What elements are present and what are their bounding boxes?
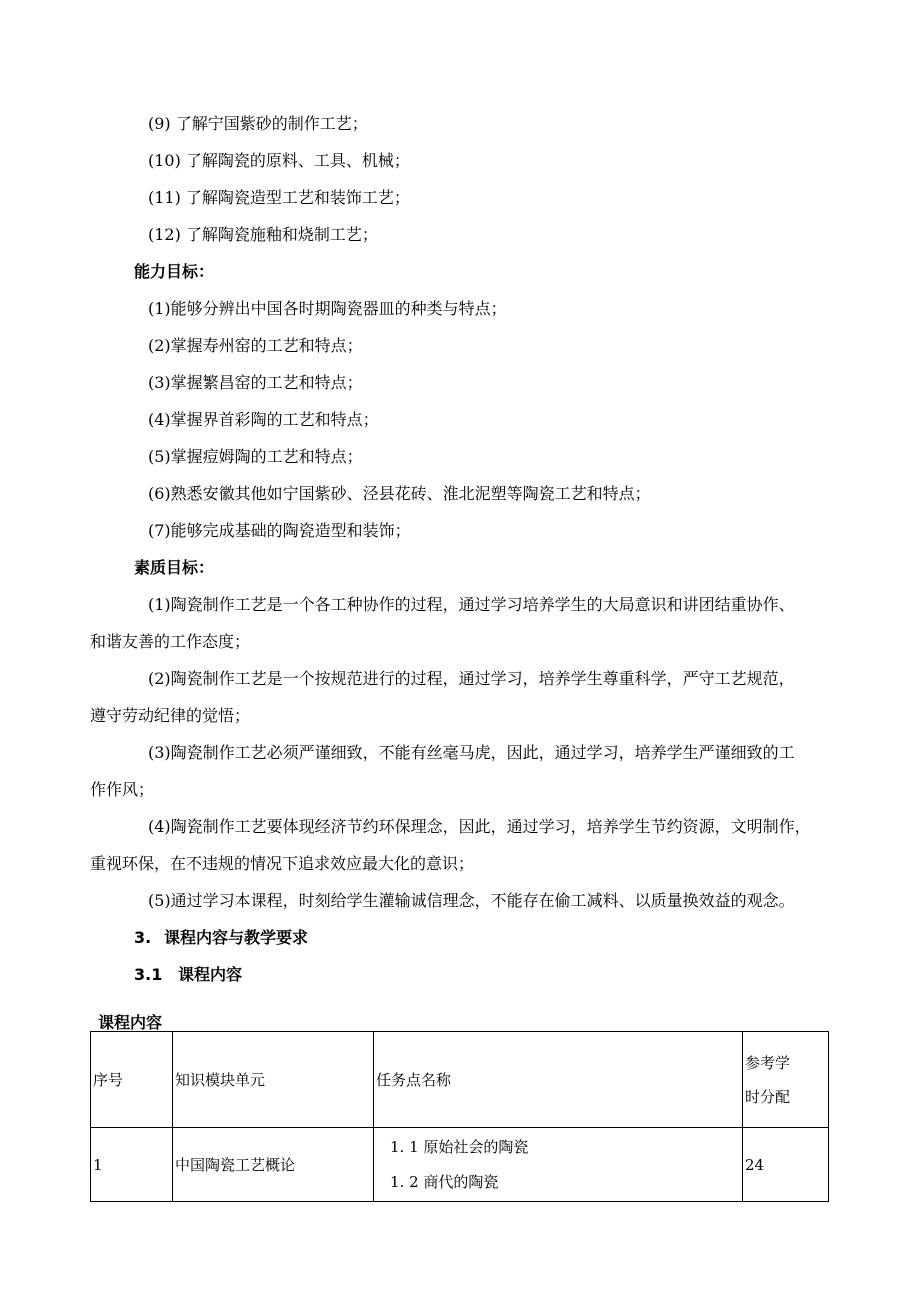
header-task: 任务点名称 bbox=[374, 1032, 743, 1128]
ability-item-4: (4)掌握界首彩陶的工艺和特点； bbox=[148, 410, 379, 429]
knowledge-item-10: (10) 了解陶瓷的原料、工具、机械； bbox=[148, 151, 410, 170]
ability-item-2: (2)掌握寿州窑的工艺和特点； bbox=[148, 336, 363, 355]
section-3-number: 3. bbox=[134, 928, 152, 947]
quality-item-1-line-2: 和谐友善的工作态度； bbox=[90, 632, 251, 651]
table-header-row bbox=[91, 1032, 829, 1128]
row1-hours: 24 bbox=[743, 1128, 829, 1202]
row1-task bbox=[374, 1128, 743, 1202]
quality-item-3-line-1: (3)陶瓷制作工艺必须严谨细致，不能有丝毫马虎，因此，通过学习，培养学生严谨细致的工 bbox=[148, 743, 795, 762]
quality-heading: 素质目标： bbox=[134, 558, 215, 577]
quality-item-2-line-1: (2)陶瓷制作工艺是一个按规范进行的过程，通过学习，培养学生尊重科学，严守工艺规范， bbox=[148, 669, 795, 688]
section-3-1-title: 课程内容 bbox=[178, 965, 243, 984]
knowledge-item-12: (12) 了解陶瓷施釉和烧制工艺； bbox=[148, 225, 378, 244]
row1-module: 中国陶瓷工艺概论 bbox=[173, 1128, 374, 1202]
ability-item-1: (1)能够分辨出中国各时期陶瓷器皿的种类与特点； bbox=[148, 299, 507, 318]
header-hours-line-2: 时分配 bbox=[745, 1087, 791, 1106]
section-3-title: 课程内容与教学要求 bbox=[164, 928, 309, 947]
section-3-1-number: 3.1 bbox=[134, 965, 163, 984]
header-hours bbox=[743, 1032, 829, 1128]
ability-item-7: (7)能够完成基础的陶瓷造型和装饰； bbox=[148, 521, 411, 540]
ability-item-5: (5)掌握痘姆陶的工艺和特点； bbox=[148, 447, 363, 466]
quality-item-4-line-1: (4)陶瓷制作工艺要体现经济节约环保理念，因此，通过学习，培养学生节约资源，文明制作， bbox=[148, 817, 811, 836]
ability-item-6: (6)熟悉安徽其他如宁国紫砂、泾县花砖、淮北泥塑等陶瓷工艺和特点； bbox=[148, 484, 651, 503]
ability-heading: 能力目标： bbox=[134, 262, 215, 281]
row1-task-2: 1. 2 商代的陶瓷 bbox=[390, 1172, 499, 1191]
table-row bbox=[91, 1128, 829, 1202]
row1-seq: 1 bbox=[91, 1128, 173, 1202]
row1-task-1: 1. 1 原始社会的陶瓷 bbox=[390, 1137, 529, 1156]
table-caption: 课程内容 bbox=[98, 1013, 163, 1032]
section-3-1-heading bbox=[134, 965, 242, 985]
header-seq: 序号 bbox=[91, 1032, 173, 1128]
quality-item-2-line-2: 遵守劳动纪律的觉悟； bbox=[90, 706, 251, 725]
ability-item-3: (3)掌握繁昌窑的工艺和特点； bbox=[148, 373, 363, 392]
header-hours-line-1: 参考学 bbox=[745, 1053, 791, 1072]
quality-item-3-line-2: 作作风； bbox=[90, 780, 155, 799]
quality-item-4-line-2: 重视环保，在不违规的情况下追求效应最大化的意识； bbox=[90, 854, 475, 873]
quality-item-5: (5)通过学习本课程，时刻给学生灌输诚信理念，不能存在偷工减料、以质量换效益的观念。 bbox=[148, 891, 795, 910]
section-3-heading bbox=[134, 928, 308, 948]
header-module: 知识模块单元 bbox=[173, 1032, 374, 1128]
knowledge-item-9: (9) 了解宁国紫砂的制作工艺； bbox=[148, 114, 368, 133]
knowledge-item-11: (11) 了解陶瓷造型工艺和装饰工艺； bbox=[148, 188, 410, 207]
course-content-table bbox=[90, 1031, 829, 1202]
quality-item-1-line-1: (1)陶瓷制作工艺是一个各工种协作的过程，通过学习培养学生的大局意识和讲团结重协作、 bbox=[148, 595, 795, 614]
